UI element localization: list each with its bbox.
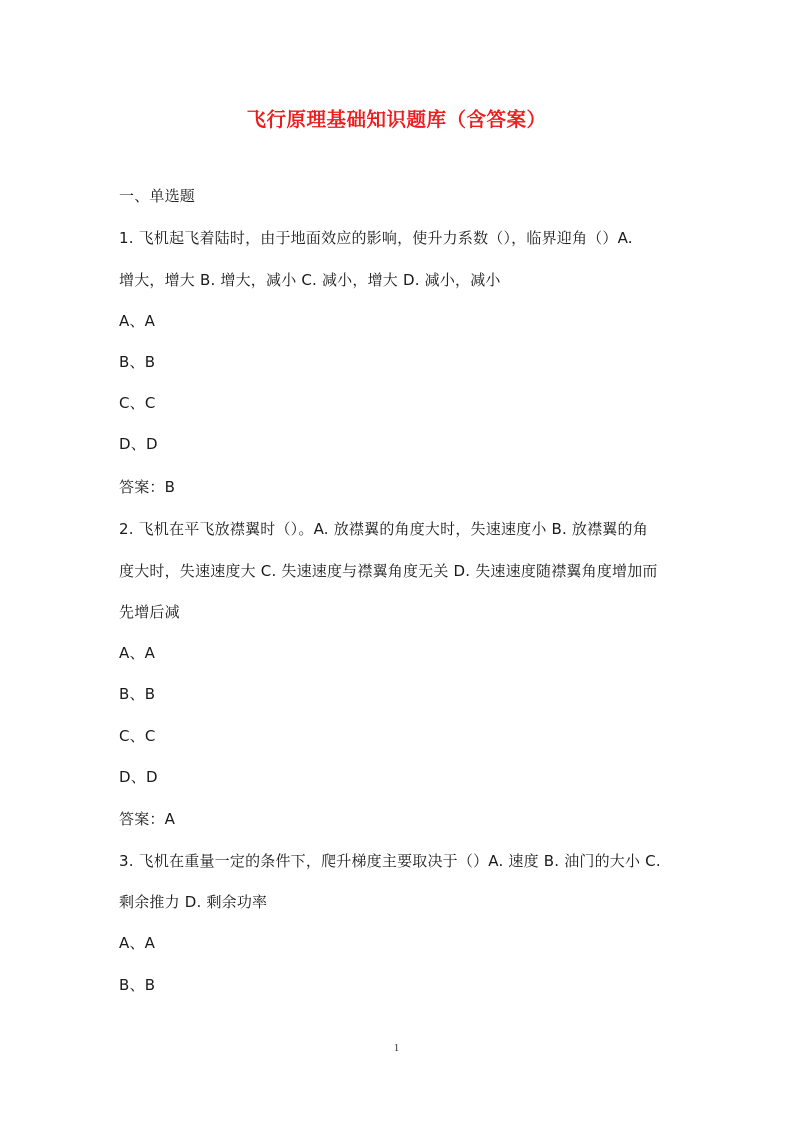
question-text-line: 增大，增大 B. 增大，减小 C. 减小，增大 D. 减小，减小 [119, 271, 501, 289]
question-text-line: 度大时，失速速度大 C. 失速速度与襟翼角度无关 D. 失速速度随襟翼角度增加而 [119, 562, 658, 580]
option-d: D、D [119, 435, 158, 453]
option-b: B、B [119, 353, 156, 371]
question-text-line: 剩余推力 D. 剩余功率 [119, 893, 268, 911]
answer: 答案：A [119, 810, 176, 828]
document-title: 飞行原理基础知识题库（含答案） [246, 108, 547, 131]
option-a: A、A [119, 644, 156, 662]
section-heading: 一、单选题 [119, 187, 196, 205]
question-text-line: 1. 飞机起飞着陆时，由于地面效应的影响，使升力系数（），临界迎角（）A. [119, 229, 633, 247]
option-c: C、C [119, 394, 156, 412]
page-number: 1 [393, 1042, 400, 1054]
option-a: A、A [119, 312, 156, 330]
option-b: B、B [119, 685, 156, 703]
option-b: B、B [119, 976, 156, 994]
question-text-line: 2. 飞机在平飞放襟翼时（）。A. 放襟翼的角度大时，失速速度小 B. 放襟翼的角 [119, 520, 648, 538]
option-c: C、C [119, 727, 156, 745]
question-text-line: 先增后减 [119, 603, 180, 621]
option-a: A、A [119, 934, 156, 952]
answer: 答案：B [119, 478, 176, 496]
option-d: D、D [119, 768, 158, 786]
question-text-line: 3. 飞机在重量一定的条件下，爬升梯度主要取决于（）A. 速度 B. 油门的大小 C. [119, 852, 661, 870]
